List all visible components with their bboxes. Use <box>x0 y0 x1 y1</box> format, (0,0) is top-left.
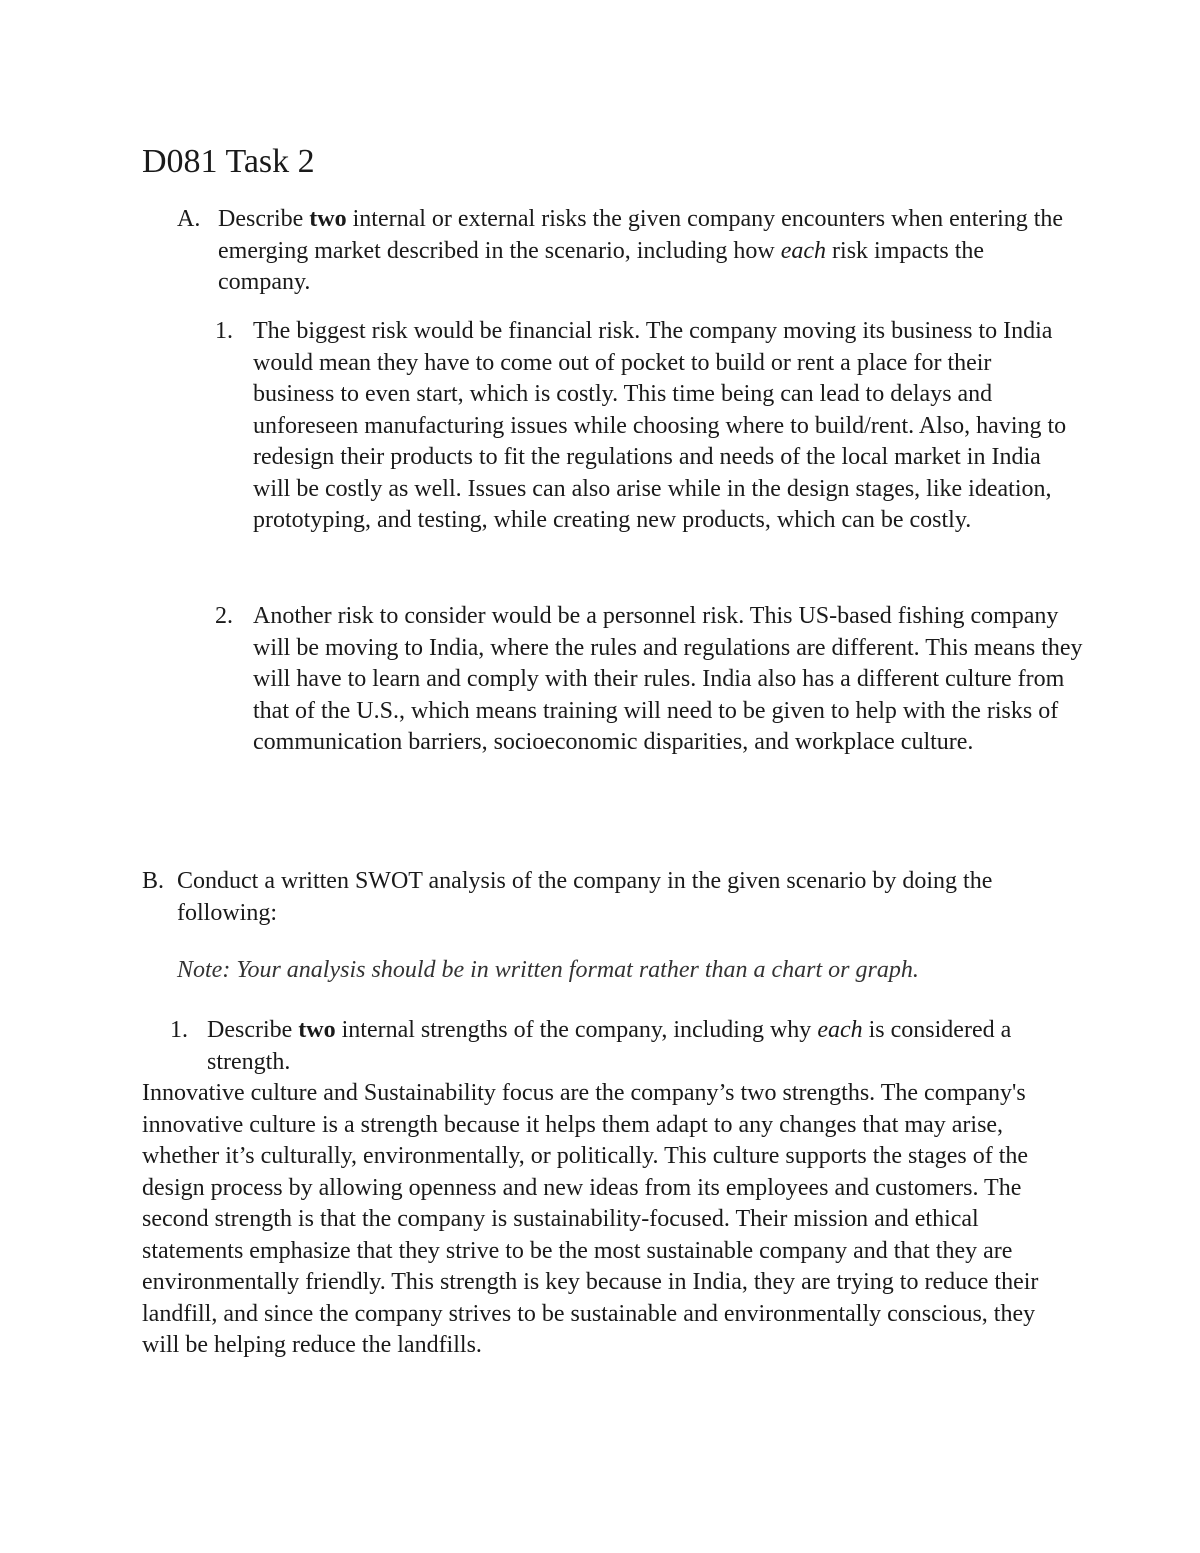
section-b-item-1-part1: Describe <box>207 1017 299 1043</box>
section-a-marker: A. <box>177 206 201 232</box>
section-b-item-1-part2: internal strengths of the company, including why <box>335 1017 818 1043</box>
section-a-prompt-part1: Describe <box>218 206 310 232</box>
document-title: D081 Task 2 <box>142 143 315 180</box>
section-b-item-1-marker: 1. <box>170 1017 188 1043</box>
section-b-item-1-part3: is considered a strength. <box>207 1017 1012 1075</box>
section-a-item-1-marker: 1. <box>215 318 233 344</box>
section-a-prompt-italic: each <box>780 237 827 264</box>
section-a-prompt-part3: risk impacts the company. <box>218 237 985 295</box>
section-b-marker: B. <box>142 868 165 894</box>
section-a-item-2-marker: 2. <box>215 603 233 629</box>
section-a-item-2-text: Another risk to consider would be a personnel risk. This US-based fishing company will be moving to India, where the rules and regulations are different. This means they will have to learn and comply with their rules. India also has a different culture from that of the U.S., which means training will need to be given to help with the risks of communication barriers, socioeconomic disparities, and workplace culture. <box>253 603 1083 755</box>
section-b-item-1-bold: two <box>298 1017 336 1043</box>
section-b-item-1-italic: each <box>817 1017 863 1043</box>
section-b-note: Note: Your analysis should be in written format rather than a chart or graph. <box>177 957 919 983</box>
section-b-item-1-prompt <box>207 1015 1037 1078</box>
section-b-answer: Innovative culture and Sustainability focus are the company’s two strengths. The company's innovative culture is a strength because it helps them adapt to any changes that may arise, whether it’s culturally, environmentally, or politically. This culture supports the stages of the design process by allowing openness and new ideas from its employees and customers. The second strength is that the company is sustainability-focused. Their mission and ethical statements emphasize that they strive to be the most sustainable company and that they are environmentally friendly. This strength is key because in India, they are trying to reduce their landfill, and since the company strives to be sustainable and environmentally conscious, they will be helping reduce the landfills. <box>142 1080 1039 1358</box>
section-a-prompt-bold: two <box>309 206 347 232</box>
section-a-item-1-text: The biggest risk would be financial risk. The company moving its business to India would mean they have to come out of pocket to build or rent a place for their business to even start, which is costly. This time being can lead to delays and unforeseen manufacturing issues while choosing where to build/rent. Also, having to redesign their products to fit the regulations and needs of the local market in India will be costly as well. Issues can also arise while in the design stages, like ideation, prototyping, and testing, while creating new products, which can be costly. <box>253 318 1067 533</box>
section-b-prompt: Conduct a written SWOT analysis of the company in the given scenario by doing the following: <box>177 868 993 926</box>
section-a-prompt <box>218 204 1078 299</box>
section-a-prompt-part2: internal or external risks the given company encounters when entering the emerging market described in the scenario, including how <box>218 206 1064 264</box>
